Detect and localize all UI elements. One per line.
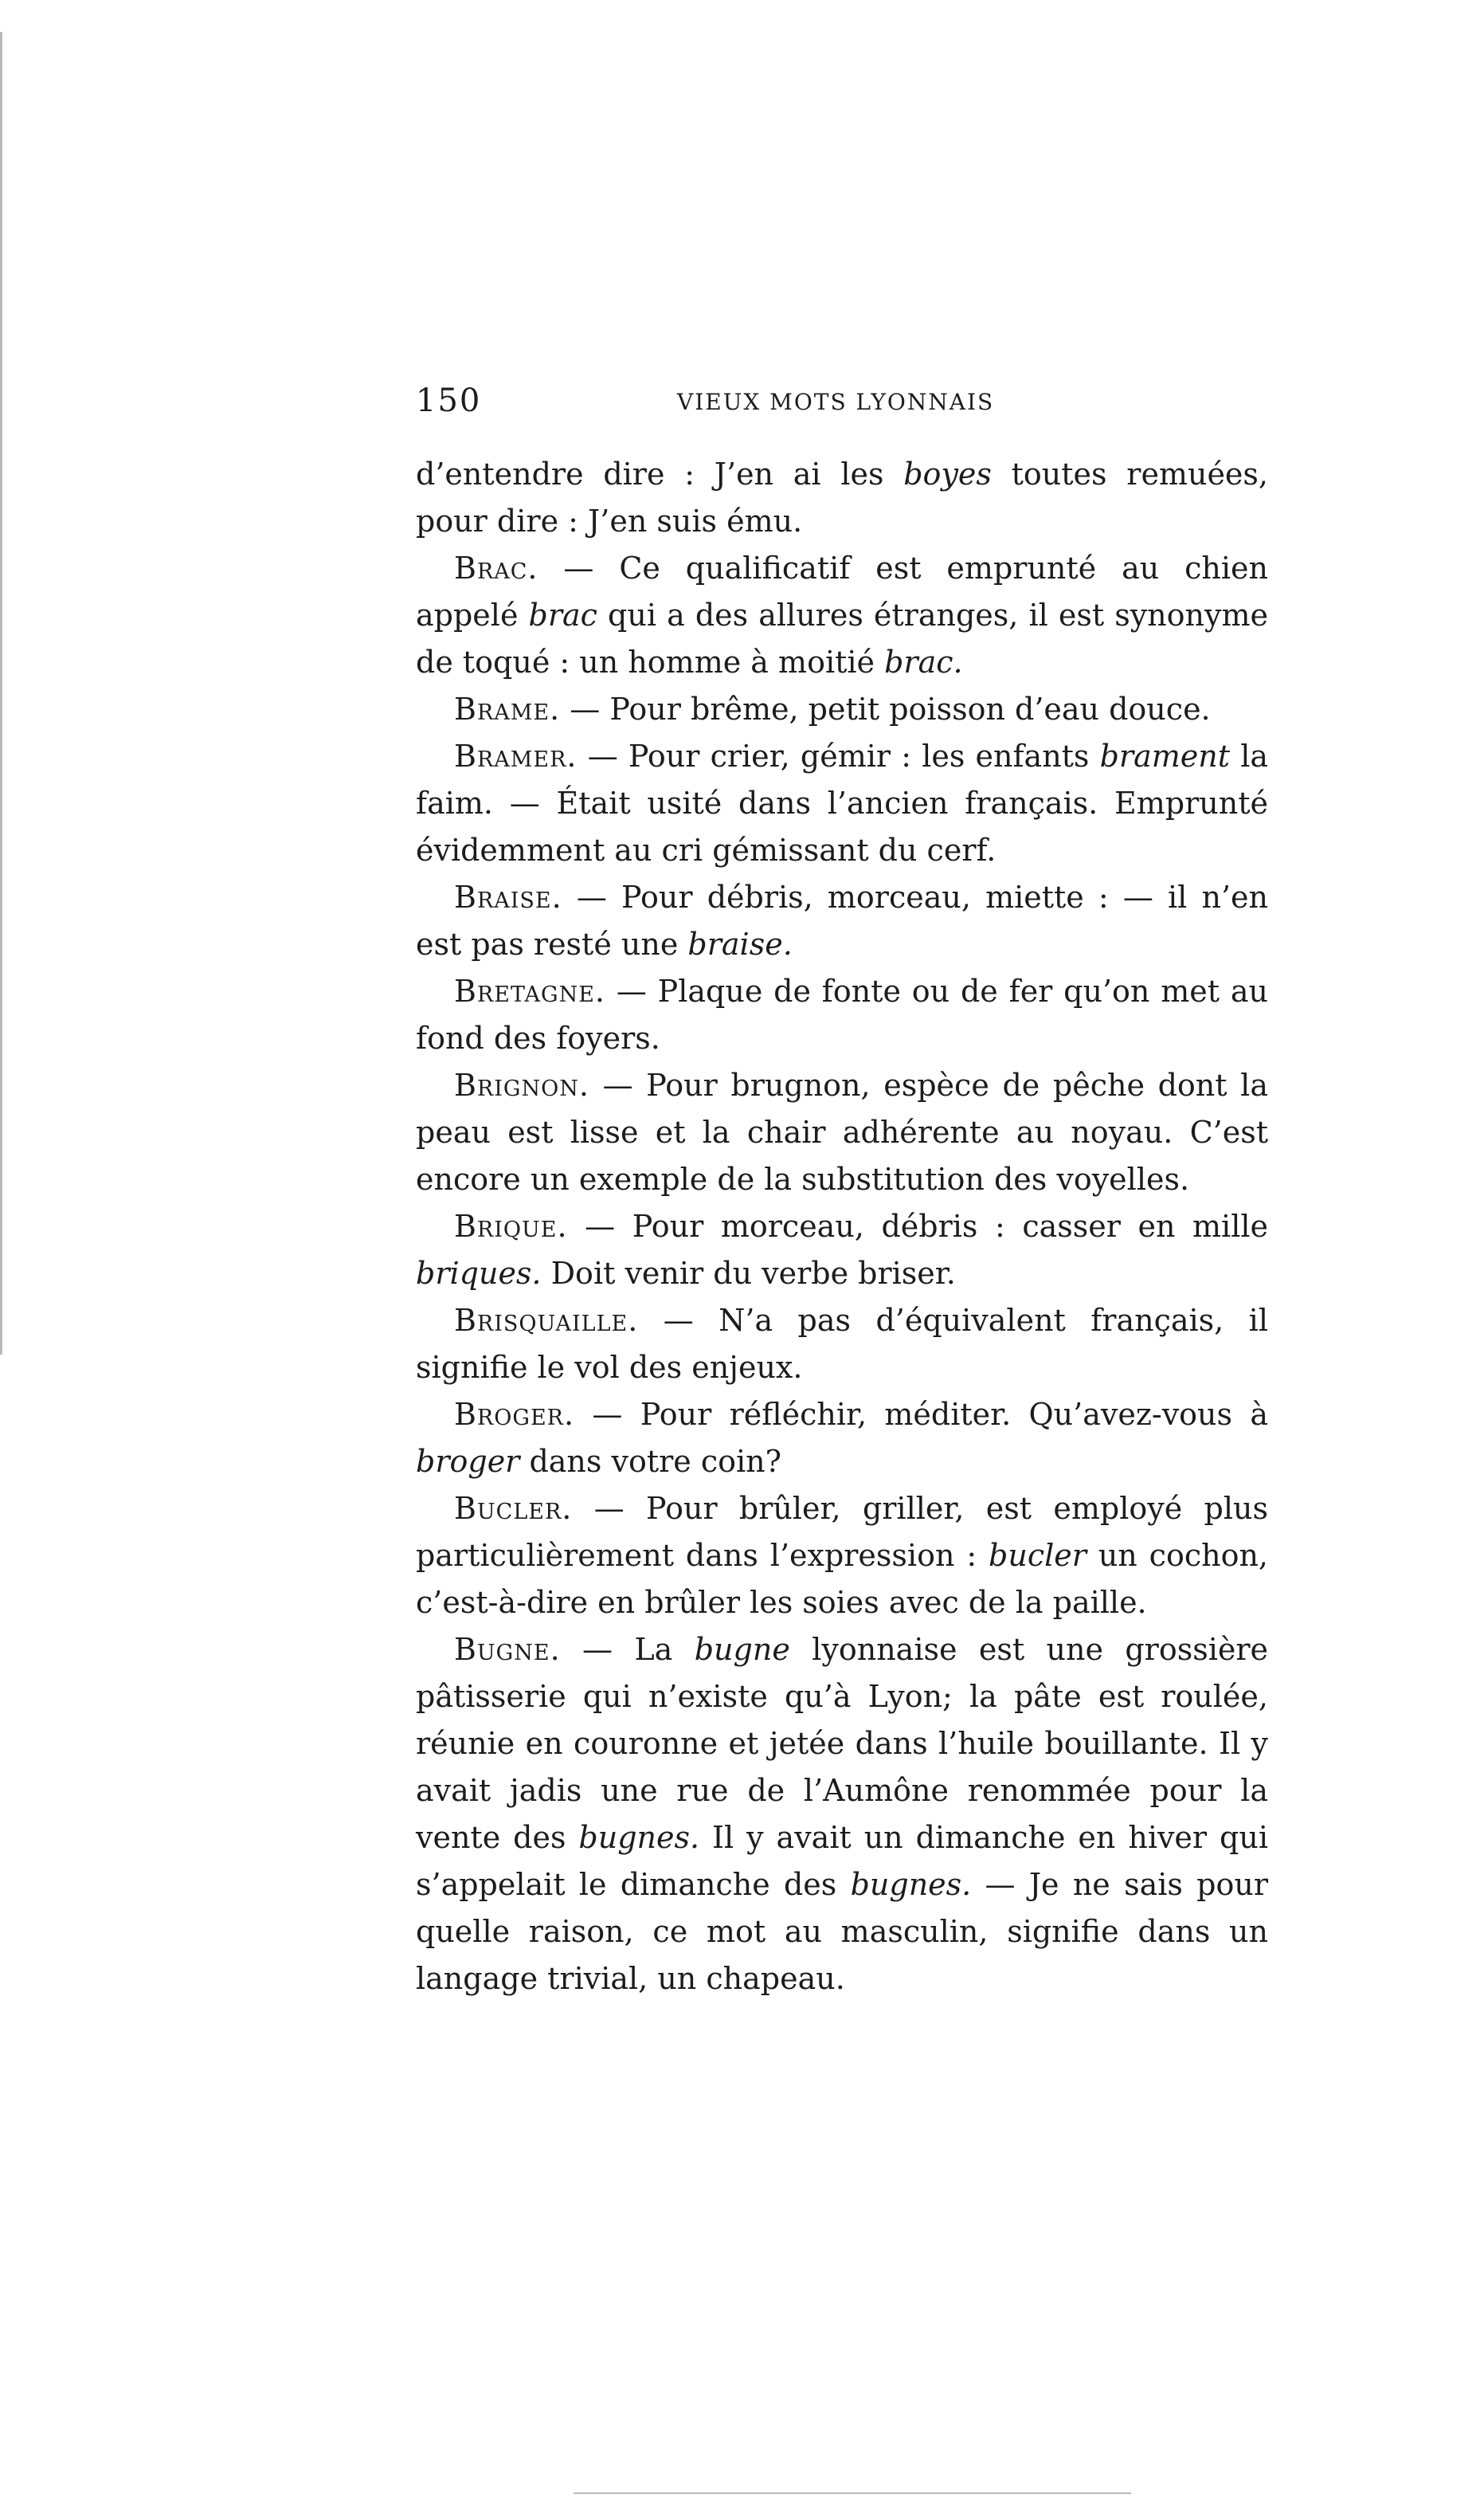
- left-edge-scan-mark: [0, 32, 2, 1355]
- entry-brique: Brique. — Pour morceau, débris : casser en mille briques. Doit venir du verbe briser.: [416, 1209, 1268, 1291]
- headword: Brignon.: [454, 1068, 589, 1103]
- headword: Broger.: [454, 1397, 575, 1432]
- entry-broger: Broger. — Pour réfléchir, méditer. Qu’avez-vous à broger dans votre coin?: [416, 1397, 1268, 1479]
- entry-bucler: Bucler. — Pour brûler, griller, est employé plus particulièrement dans l’expression : bucler un cochon, c’est-à-dire en brûler les soies avec de la paille.: [416, 1491, 1269, 1620]
- headword: Bucler.: [454, 1491, 573, 1526]
- headword: Brame.: [454, 692, 561, 727]
- entry-braise: Braise. — Pour débris, morceau, miette : — il n’en est pas resté une braise.: [416, 880, 1268, 962]
- entry-bretagne: Bretagne. — Plaque de fonte ou de fer qu’on met au fond des foyers.: [416, 974, 1268, 1056]
- page-header: [416, 382, 1276, 430]
- entry-brame: Brame. — Pour brême, petit poisson d’eau douce.: [454, 692, 1211, 727]
- bottom-edge-scan-mark: [574, 2492, 1131, 2494]
- entry-bugne: Bugne. — La bugne lyonnaise est une grossière pâtisserie qui n’existe qu’à Lyon; la pâte est roulée, réunie en couronne et jetée dans l’huile bouillante. Il y avait jadis une rue de l’Aumône renommée pour la vente des bugnes. Il y avait un dimanche en hiver qui s’appelait le dimanche des bugnes. — Je ne sais pour quelle raison, ce mot au masculin, signifie dans un langage trivial, un chapeau.: [416, 1632, 1268, 1996]
- headword: Bramer.: [454, 739, 578, 774]
- entry-brac: Brac. — Ce qualificatif est emprunté au chien appelé brac qui a des allures étranges, il est synonyme de toqué : un homme à moitié brac.: [416, 551, 1268, 680]
- running-title: VIEUX MOTS LYONNAIS: [677, 389, 995, 415]
- headword: Brisquaille.: [454, 1303, 639, 1338]
- headword: Bugne.: [454, 1632, 561, 1667]
- continuation-paragraph: d’entendre dire : J’en ai les boyes toutes remuées, pour dire : J’en suis ému.: [416, 457, 1268, 539]
- page-number: 150: [416, 382, 482, 419]
- entry-brignon: Brignon. — Pour brugnon, espèce de pêche dont la peau est lisse et la chair adhérente au noyau. C’est encore un exemple de la substitution des voyelles.: [416, 1068, 1268, 1197]
- dictionary-text: [416, 451, 1268, 2002]
- entry-bramer: Bramer. — Pour crier, gémir : les enfants brament la faim. — Était usité dans l’ancien français. Emprunté évidemment au cri gémissant du cerf.: [416, 739, 1269, 868]
- headword: Braise.: [454, 880, 562, 915]
- entry-brisquaille: Brisquaille. — N’a pas d’équivalent français, il signifie le vol des enjeux.: [416, 1303, 1268, 1385]
- headword: Brique.: [454, 1209, 568, 1244]
- headword: Brac.: [454, 551, 538, 586]
- headword: Bretagne.: [454, 974, 605, 1009]
